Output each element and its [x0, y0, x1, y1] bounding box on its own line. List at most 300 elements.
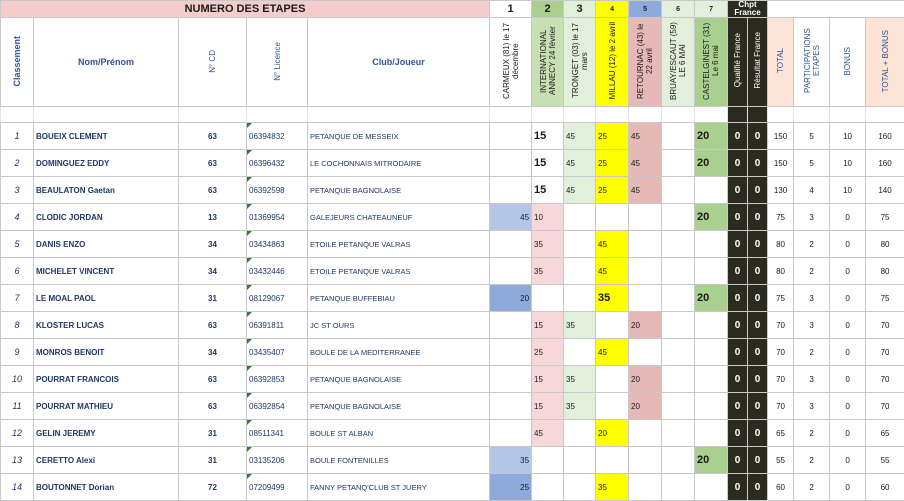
stage-3-cell: [564, 339, 596, 366]
licence-cell-value: 08511341: [249, 428, 284, 438]
rank-cell: [1, 285, 34, 312]
total-cell-value: 150: [773, 158, 788, 168]
rank-cell-value: 5: [14, 239, 20, 249]
stage-4-cell: [596, 339, 629, 366]
result-cell-value: 0: [754, 400, 761, 412]
stage-3-cell: [564, 312, 596, 339]
stage-7-cell-value: 20: [697, 157, 710, 169]
header-stage-3: TRONGET (03) le 17 mars: [564, 18, 596, 107]
stage-1-cell: [490, 258, 532, 285]
bonus-cell: [830, 312, 866, 339]
header-club: Club/Joueur: [308, 18, 490, 107]
bonus-cell-value: 0: [845, 401, 850, 411]
stage-4-cell: [596, 150, 629, 177]
total-bonus-cell-value: 60: [880, 482, 890, 492]
qualif-cell-value: 0: [734, 211, 741, 223]
result-cell: [748, 312, 768, 339]
stage-number-7: 7: [695, 1, 728, 18]
qualif-cell: [728, 447, 748, 474]
participations-cell: [794, 231, 830, 258]
stage-2-cell: [532, 393, 564, 420]
header-resultat: Résultat France: [748, 18, 768, 107]
result-cell: [748, 366, 768, 393]
stage-1-cell: [490, 312, 532, 339]
bonus-cell: [830, 420, 866, 447]
club-cell: [308, 285, 490, 312]
result-cell: [748, 420, 768, 447]
total-cell-value: 150: [773, 131, 788, 141]
table-row[interactable]: [1, 123, 904, 150]
stage-5-cell: [629, 312, 662, 339]
stage-4-cell: [596, 177, 629, 204]
total-cell: [768, 177, 794, 204]
stage-2-cell-value: 10: [534, 212, 543, 222]
comment-marker-icon: [247, 312, 252, 317]
cd-cell-value: 63: [208, 374, 217, 384]
stage-6-cell: [662, 285, 695, 312]
stage-3-cell: [564, 474, 596, 501]
stage-4-cell: [596, 231, 629, 258]
stage-3-cell: [564, 258, 596, 285]
player-name-value: BOUTONNET Dorian: [36, 482, 115, 492]
bonus-cell: [830, 285, 866, 312]
comment-marker-icon: [247, 123, 252, 128]
licence-cell: [247, 204, 308, 231]
table-row[interactable]: [1, 204, 904, 231]
stage-3-cell: [564, 204, 596, 231]
total-bonus-cell-value: 75: [880, 293, 890, 303]
total-bonus-cell: [866, 474, 904, 501]
licence-cell-value: 06392853: [249, 374, 285, 384]
licence-cell: [247, 150, 308, 177]
licence-cell-value: 01369954: [249, 212, 285, 222]
club-cell-value: GALEJEURS CHATEAUNEUF: [310, 212, 413, 222]
rank-cell: [1, 339, 34, 366]
total-cell: [768, 474, 794, 501]
stage-2-cell-value: 15: [534, 320, 543, 330]
qualif-cell: [728, 150, 748, 177]
comment-marker-icon: [247, 177, 252, 182]
club-cell-value: BOULE FONTENILLES: [310, 455, 389, 465]
total-bonus-cell-value: 65: [880, 428, 890, 438]
stage-7-cell: [695, 150, 728, 177]
bonus-cell: [830, 447, 866, 474]
table-row[interactable]: [1, 447, 904, 474]
cd-cell: [179, 204, 247, 231]
total-cell: [768, 312, 794, 339]
stage-2-cell-value: 45: [534, 428, 543, 438]
rank-cell-value: 13: [11, 455, 22, 465]
club-cell-value: PETANQUE BAGNOLAISE: [310, 185, 402, 195]
participations-cell: [794, 177, 830, 204]
total-bonus-cell-value: 70: [880, 374, 890, 384]
stage-3-cell-value: 35: [566, 374, 575, 384]
licence-cell: [247, 420, 308, 447]
stage-4-cell-value: 25: [598, 185, 607, 195]
stage-6-cell: [662, 339, 695, 366]
total-bonus-cell-value: 160: [878, 158, 892, 168]
participations-cell: [794, 447, 830, 474]
table-row[interactable]: [1, 177, 904, 204]
player-name-value: LE MOAL PAOL: [36, 293, 96, 303]
table-row[interactable]: [1, 393, 904, 420]
chpt-france-label: Chpt France: [728, 1, 768, 18]
bonus-cell: [830, 366, 866, 393]
header-row: [1, 18, 904, 107]
stage-5-cell: [629, 285, 662, 312]
stage-5-cell: [629, 177, 662, 204]
cd-cell-value: 63: [208, 131, 217, 141]
stage-4-cell: [596, 285, 629, 312]
result-cell: [748, 258, 768, 285]
stage-2-cell: [532, 123, 564, 150]
table-row[interactable]: [1, 285, 904, 312]
stage-number-5: 5: [629, 1, 662, 18]
club-cell-value: PETANQUE BAGNOLAISE: [310, 374, 402, 384]
player-name-value: BEAULATON Gaetan: [36, 185, 115, 195]
stage-2-cell: [532, 150, 564, 177]
cd-cell: [179, 150, 247, 177]
participations-cell-value: 2: [809, 482, 814, 492]
table-row[interactable]: [1, 312, 904, 339]
player-name: [34, 123, 179, 150]
player-name: [34, 420, 179, 447]
stage-4-cell: [596, 312, 629, 339]
rank-cell: [1, 312, 34, 339]
title-row: [1, 1, 904, 18]
total-cell-value: 70: [776, 401, 785, 411]
cd-cell: [179, 285, 247, 312]
qualif-cell-value: 0: [734, 157, 741, 169]
table-row[interactable]: [1, 366, 904, 393]
total-bonus-cell-value: 75: [880, 212, 890, 222]
club-cell: [308, 366, 490, 393]
player-name-value: DANIS ENZO: [36, 239, 86, 249]
licence-cell: [247, 123, 308, 150]
stage-4-cell: [596, 420, 629, 447]
bonus-cell-value: 0: [845, 455, 850, 465]
stage-3-cell: [564, 177, 596, 204]
table-row[interactable]: [1, 150, 904, 177]
stage-1-cell: [490, 447, 532, 474]
bonus-cell: [830, 123, 866, 150]
participations-cell: [794, 393, 830, 420]
stage-1-cell: [490, 420, 532, 447]
result-cell: [748, 339, 768, 366]
qualif-cell: [728, 393, 748, 420]
stage-number-4: 4: [596, 1, 629, 18]
participations-cell-value: 3: [809, 401, 814, 411]
participations-cell: [794, 366, 830, 393]
cd-cell: [179, 177, 247, 204]
stage-7-cell: [695, 204, 728, 231]
qualif-cell: [728, 339, 748, 366]
stage-4-cell-value: 25: [598, 131, 607, 141]
bonus-cell-value: 0: [845, 293, 850, 303]
qualif-cell: [728, 204, 748, 231]
stage-3-cell-value: 45: [566, 131, 575, 141]
stage-7-cell: [695, 177, 728, 204]
player-name: [34, 339, 179, 366]
stage-2-cell-value: 25: [534, 347, 543, 357]
stage-6-cell: [662, 393, 695, 420]
bonus-cell-value: 0: [845, 266, 850, 276]
qualif-cell: [728, 231, 748, 258]
bonus-cell-value: 10: [843, 158, 852, 168]
player-name-value: DOMINGUEZ EDDY: [36, 158, 110, 168]
club-cell-value: FANNY PETANQ'CLUB ST JUERY: [310, 482, 427, 492]
result-cell: [748, 123, 768, 150]
licence-cell: [247, 447, 308, 474]
participations-cell-value: 2: [809, 239, 814, 249]
rank-cell: [1, 204, 34, 231]
cd-cell: [179, 123, 247, 150]
qualif-cell-value: 0: [734, 184, 741, 196]
participations-cell: [794, 150, 830, 177]
rank-cell-value: 11: [12, 401, 22, 411]
total-bonus-cell: [866, 447, 904, 474]
stage-7-cell-value: 20: [697, 292, 710, 304]
stage-1-cell-value: 20: [520, 293, 530, 303]
licence-cell: [247, 312, 308, 339]
total-bonus-cell-value: 80: [880, 239, 890, 249]
total-cell-value: 80: [776, 239, 785, 249]
total-cell: [768, 447, 794, 474]
stage-1-cell: [490, 474, 532, 501]
licence-cell-value: 07209499: [249, 482, 285, 492]
stage-4-cell-value: 45: [598, 239, 607, 249]
comment-marker-icon: [247, 474, 252, 479]
stage-4-cell: [596, 393, 629, 420]
stage-1-cell-value: 45: [520, 212, 530, 222]
result-cell-value: 0: [754, 292, 761, 304]
comment-marker-icon: [247, 285, 252, 290]
table-row[interactable]: [1, 339, 904, 366]
club-cell-value: JC ST OURS: [310, 320, 355, 330]
total-bonus-cell-value: 70: [880, 320, 890, 330]
bonus-cell-value: 0: [845, 239, 850, 249]
header-total: TOTAL: [768, 18, 794, 107]
header-licence: N° Licence: [247, 18, 308, 107]
stage-4-cell: [596, 366, 629, 393]
player-name: [34, 393, 179, 420]
stage-7-cell-value: 20: [697, 211, 710, 223]
cd-cell: [179, 447, 247, 474]
participations-cell: [794, 339, 830, 366]
total-cell-value: 75: [776, 293, 785, 303]
participations-cell-value: 3: [809, 374, 814, 384]
qualif-cell: [728, 420, 748, 447]
total-bonus-cell: [866, 312, 904, 339]
total-bonus-cell: [866, 204, 904, 231]
total-bonus-cell: [866, 366, 904, 393]
total-bonus-cell-value: 70: [880, 347, 890, 357]
bonus-cell: [830, 393, 866, 420]
qualif-cell-value: 0: [734, 319, 741, 331]
stage-5-cell: [629, 366, 662, 393]
cd-cell: [179, 474, 247, 501]
result-cell-value: 0: [754, 454, 761, 466]
participations-cell: [794, 474, 830, 501]
club-cell: [308, 123, 490, 150]
stage-7-cell: [695, 285, 728, 312]
total-bonus-cell-value: 80: [880, 266, 890, 276]
licence-cell-value: 03434863: [249, 239, 285, 249]
rank-cell-value: 1: [14, 131, 20, 141]
cd-cell-value: 63: [208, 401, 217, 411]
player-name-value: GELIN JEREMY: [36, 428, 96, 438]
player-name: [34, 177, 179, 204]
cd-cell-value: 72: [208, 482, 217, 492]
stage-4-cell-value: 35: [598, 482, 607, 492]
total-cell-value: 55: [776, 455, 785, 465]
rank-cell: [1, 366, 34, 393]
stage-3-cell: [564, 150, 596, 177]
player-name-value: MICHELET VINCENT: [36, 266, 115, 276]
stage-4-cell-value: 35: [598, 292, 611, 304]
club-cell: [308, 150, 490, 177]
stage-2-cell-value: 15: [534, 401, 543, 411]
comment-marker-icon: [247, 150, 252, 155]
cd-cell: [179, 393, 247, 420]
stage-6-cell: [662, 366, 695, 393]
player-name: [34, 447, 179, 474]
participations-cell-value: 2: [809, 266, 814, 276]
comment-marker-icon: [247, 393, 252, 398]
bonus-cell-value: 0: [845, 212, 850, 222]
player-name-value: BOUEIX CLEMENT: [36, 131, 108, 141]
total-bonus-cell-value: 70: [880, 401, 890, 411]
stage-5-cell-value: 20: [631, 401, 640, 411]
rank-cell: [1, 123, 34, 150]
stage-4-cell: [596, 123, 629, 150]
bonus-cell-value: 10: [843, 131, 852, 141]
stage-1-cell: [490, 393, 532, 420]
title-filler: [768, 1, 904, 18]
cd-cell-value: 34: [208, 347, 217, 357]
licence-cell: [247, 474, 308, 501]
stage-5-cell-value: 20: [631, 374, 640, 384]
stage-1-cell: [490, 285, 532, 312]
stage-6-cell: [662, 177, 695, 204]
result-cell: [748, 474, 768, 501]
total-cell: [768, 204, 794, 231]
participations-cell: [794, 258, 830, 285]
club-cell: [308, 312, 490, 339]
stage-1-cell: [490, 150, 532, 177]
club-cell-value: ETOILE PETANQUE VALRAS: [310, 239, 411, 249]
total-cell-value: 70: [776, 347, 785, 357]
stage-1-cell: [490, 204, 532, 231]
cd-cell-value: 31: [208, 428, 217, 438]
cd-cell-value: 63: [208, 185, 217, 195]
stage-7-cell: [695, 420, 728, 447]
stage-2-cell-value: 15: [534, 157, 547, 169]
stage-6-cell: [662, 420, 695, 447]
comment-marker-icon: [247, 339, 252, 344]
player-name-value: KLOSTER LUCAS: [36, 320, 104, 330]
licence-cell: [247, 285, 308, 312]
bonus-cell: [830, 474, 866, 501]
stage-3-cell-value: 35: [566, 320, 575, 330]
rank-cell-value: 6: [14, 266, 20, 276]
stage-3-cell: [564, 393, 596, 420]
header-stage-6: BRUAY/ESCAUT (59) LE 6 MAI: [662, 18, 695, 107]
bonus-cell-value: 10: [843, 185, 852, 195]
total-cell: [768, 231, 794, 258]
club-cell: [308, 420, 490, 447]
cd-cell-value: 31: [208, 293, 217, 303]
result-cell: [748, 231, 768, 258]
rank-cell: [1, 393, 34, 420]
stage-6-cell: [662, 258, 695, 285]
licence-cell-value: 06392598: [249, 185, 285, 195]
stage-5-cell-value: 20: [631, 320, 640, 330]
player-name: [34, 312, 179, 339]
licence-cell: [247, 258, 308, 285]
stage-2-cell: [532, 312, 564, 339]
table-row[interactable]: [1, 258, 904, 285]
player-name: [34, 474, 179, 501]
result-cell-value: 0: [754, 373, 761, 385]
participations-cell-value: 3: [809, 320, 814, 330]
bonus-cell: [830, 177, 866, 204]
qualif-cell-value: 0: [734, 481, 741, 493]
qualif-cell: [728, 366, 748, 393]
cd-cell: [179, 258, 247, 285]
total-cell-value: 130: [773, 185, 788, 195]
participations-cell-value: 4: [809, 185, 814, 195]
participations-cell-value: 5: [809, 131, 814, 141]
comment-marker-icon: [247, 420, 252, 425]
stage-number-2: 2: [532, 1, 564, 18]
rank-cell: [1, 177, 34, 204]
total-bonus-cell-value: 140: [878, 185, 892, 195]
table-row[interactable]: [1, 474, 904, 501]
stage-2-cell: [532, 204, 564, 231]
comment-marker-icon: [247, 258, 252, 263]
cd-cell-value: 34: [208, 266, 217, 276]
cd-cell: [179, 420, 247, 447]
header-cd: N° CD: [179, 18, 247, 107]
result-cell: [748, 393, 768, 420]
total-cell: [768, 420, 794, 447]
cd-cell-value: 31: [208, 455, 217, 465]
stage-6-cell: [662, 204, 695, 231]
result-cell: [748, 150, 768, 177]
total-cell-value: 60: [776, 482, 785, 492]
table-row[interactable]: [1, 231, 904, 258]
stage-7-cell: [695, 123, 728, 150]
participations-cell-value: 3: [809, 293, 814, 303]
qualif-cell-value: 0: [734, 400, 741, 412]
bonus-cell: [830, 150, 866, 177]
result-cell-value: 0: [754, 130, 761, 142]
bonus-cell-value: 0: [845, 347, 850, 357]
club-cell-value: ETOILE PETANQUE VALRAS: [310, 266, 411, 276]
stage-2-cell: [532, 285, 564, 312]
stage-6-cell: [662, 447, 695, 474]
stage-5-cell: [629, 393, 662, 420]
header-total-bonus: TOTAL + BONUS: [866, 18, 904, 107]
stage-number-3: 3: [564, 1, 596, 18]
table-row[interactable]: [1, 420, 904, 447]
club-cell: [308, 204, 490, 231]
total-cell: [768, 258, 794, 285]
club-cell: [308, 231, 490, 258]
rank-cell-value: 2: [14, 158, 20, 168]
participations-cell: [794, 285, 830, 312]
